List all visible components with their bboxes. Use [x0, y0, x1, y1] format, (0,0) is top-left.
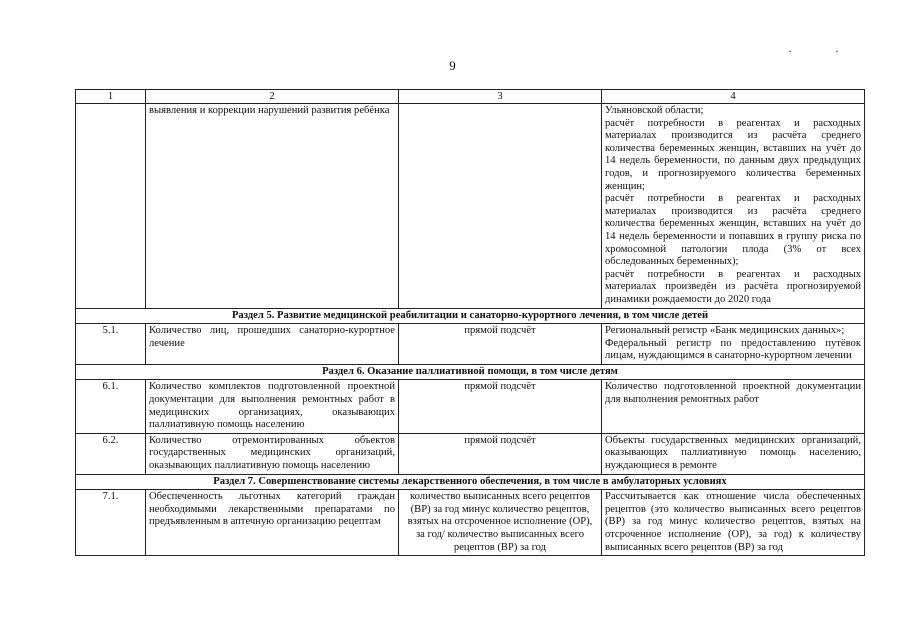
page-number: 9 — [449, 58, 456, 73]
source-cell: Количество подготовленной проектной документации для выполнения ремонтных работ — [602, 380, 865, 433]
header-col-4: 4 — [602, 90, 865, 104]
table-row — [76, 433, 865, 474]
indicator-name-cell: Количество комплектов подготовленной проектной документации для выполнения ремонтных работ в медицинских организациях, оказывающих паллиативную помощь населению — [146, 380, 399, 433]
indicators-table — [75, 89, 865, 556]
table-header-row — [76, 90, 865, 104]
source-cell: Объекты государственных медицинских организаций, оказывающих паллиативную помощь населению, нуждающиеся в ремонте — [602, 433, 865, 474]
table-row — [76, 324, 865, 365]
source-cell: Рассчитывается как отношение числа обеспеченных рецептов (это количество выписанных всего рецептов (ВР) за год минус количество рецептов, взятых на отсроченное исполнение (ОР), за год) к количеству выписанных всего рецептов (ВР) за год — [602, 490, 865, 556]
row-number: 5.1. — [76, 324, 146, 365]
source-cell: Ульяновской области; расчёт потребности в реагентах и расходных материалах производится из расчёта среднего количества беременных женщин, вставших на учёт до 14 недель беременности, по данным двух предыдущих годов, и прогнозируемого количества беременных женщин; расчёт потребности в реагентах и расходных материалах производится из расчёта среднего количества беременных женщин, вставших на учёт до 14 недель беременности и попавших в группу риска по хромосомной патологии плода (3% от всех обследованных беременных); расчёт потребности в реагентах и расходных материалах произведён из расчёта прогнозируемой динамики рождаемости до 2020 года — [602, 104, 865, 309]
header-col-1: 1 — [76, 90, 146, 104]
section-heading-row — [76, 364, 865, 380]
indicator-name-cell: Количество лиц, прошедших санаторно-курортное лечение — [146, 324, 399, 365]
method-cell: прямой подсчёт — [399, 433, 602, 474]
method-cell — [399, 104, 602, 309]
corner-marks: · · — [788, 44, 859, 58]
row-number: 6.1. — [76, 380, 146, 433]
method-cell: прямой подсчёт — [399, 380, 602, 433]
header-col-3: 3 — [399, 90, 602, 104]
source-cell: Региональный регистр «Банк медицинских данных»; Федеральный регистр по предоставлению путёвок лицам, нуждающимся в санаторно-курортном лечении — [602, 324, 865, 365]
section-title: Раздел 7. Совершенствование системы лекарственного обеспечения, в том числе в амбулаторных условиях — [76, 474, 865, 490]
method-cell: количество выписанных всего рецептов (ВР) за год минус количество рецептов, взятых на отсроченное исполнение (ОР), за год/ количество выписанных всего рецептов (ВР) за год — [399, 490, 602, 556]
section-title: Раздел 5. Развитие медицинской реабилитации и санаторно-курортного лечения, в том числе детей — [76, 308, 865, 324]
method-cell: прямой подсчёт — [399, 324, 602, 365]
section-heading-row — [76, 308, 865, 324]
row-number: 7.1. — [76, 490, 146, 556]
row-number-cell — [76, 104, 146, 309]
section-title: Раздел 6. Оказание паллиативной помощи, в том числе детям — [76, 364, 865, 380]
table-row — [76, 490, 865, 556]
row-number: 6.2. — [76, 433, 146, 474]
table-row — [76, 380, 865, 433]
header-col-2: 2 — [146, 90, 399, 104]
table-row-continued — [76, 104, 865, 309]
indicator-name-cell: выявления и коррекции нарушений развития ребёнка — [146, 104, 399, 309]
indicator-name-cell: Обеспеченность льготных категорий граждан необходимыми лекарственными препаратами по предъявленным в аптечную организацию рецептам — [146, 490, 399, 556]
indicator-name-cell: Количество отремонтированных объектов государственных медицинских организаций, оказывающих паллиативную помощь населению — [146, 433, 399, 474]
section-heading-row — [76, 474, 865, 490]
